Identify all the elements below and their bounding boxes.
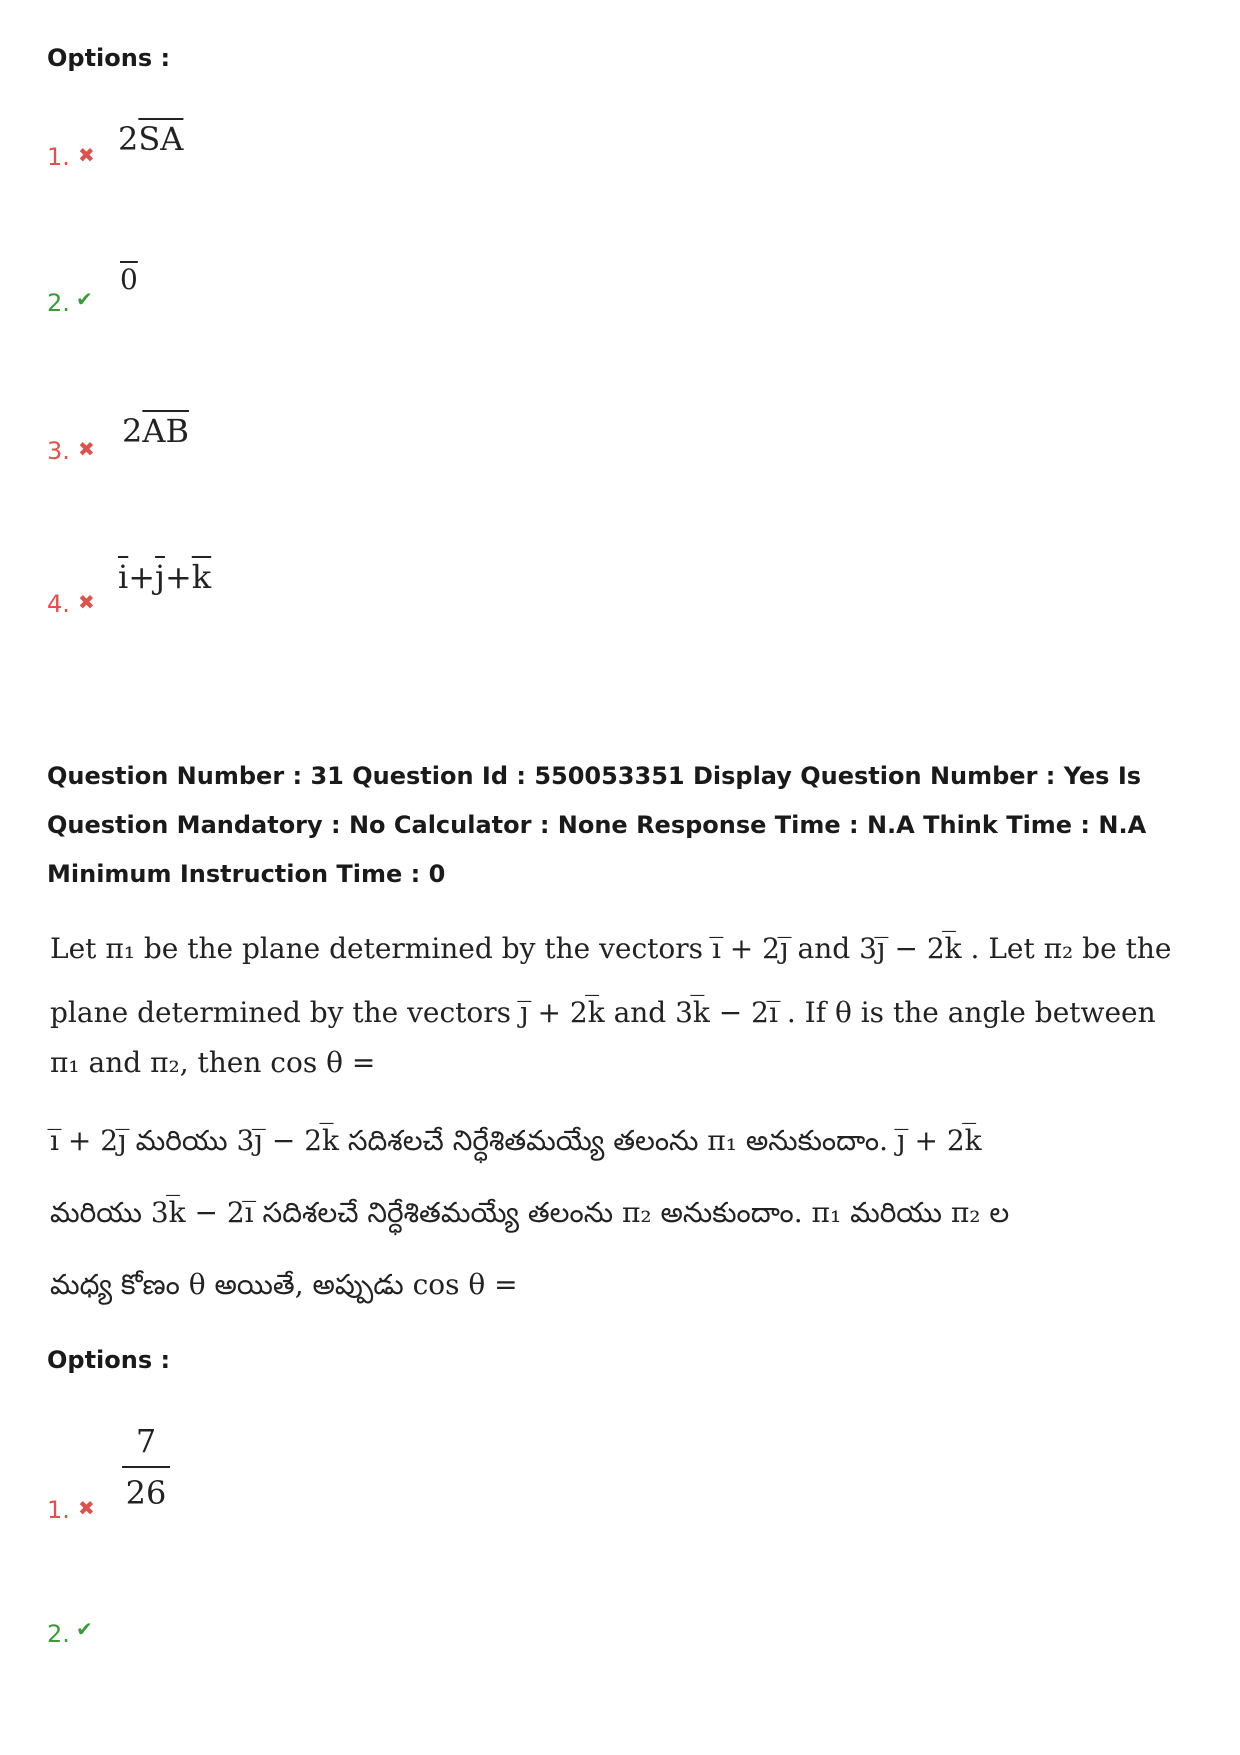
vector: 0 <box>120 263 138 296</box>
option-number: 4. <box>47 590 70 618</box>
option-number: 1. <box>47 1496 70 1524</box>
wrong-mark-icon: ✖ <box>78 590 95 614</box>
option-math <box>120 263 138 296</box>
options-heading: Options : <box>47 1346 171 1374</box>
check-mark-icon: ✔ <box>76 1617 93 1641</box>
fraction-numerator: 7 <box>135 1422 157 1460</box>
vector: $\overline{AB}$ <box>142 412 189 450</box>
question-line-en: π₁ and π₂, then cos θ = <box>50 1046 376 1079</box>
vector-i: $\overline{i}$ <box>118 558 129 596</box>
option-fraction <box>122 1422 170 1512</box>
question-meta: Question Number : 31 Question Id : 550053351 Display Question Number : Yes Is Question Mandatory : No Calculator : None Response Time : N.A Think Time : N.A Minimum Instruction Time : 0 <box>47 762 1147 888</box>
question-line-en: Let π₁ be the plane determined by the vectors i̅ + 2j̅ and 3j̅ − 2k̅ . Let π₂ be the <box>50 932 1172 965</box>
coefficient: 2 <box>118 120 139 158</box>
coefficient: 2 <box>122 412 143 450</box>
question-line-en: plane determined by the vectors j̅ + 2k̅ and 3k̅ − 2i̅ . If θ is the angle between <box>50 996 1156 1029</box>
option-number: 2. <box>47 289 70 317</box>
options-heading-prev: Options : <box>47 44 171 72</box>
check-mark-icon: ✔ <box>76 287 93 311</box>
plus: + <box>164 558 192 596</box>
option-number: 1. <box>47 143 70 171</box>
question-line-te: మరియు 3k̅ − 2i̅ సదిశలచే నిర్ధేశితమయ్యే తలంను π₂ అనుకుందాం. π₁ మరియు π₂ ల <box>50 1196 1010 1229</box>
vector: $\overline{SA}$ <box>138 120 184 158</box>
wrong-mark-icon: ✖ <box>78 437 95 461</box>
vector-j: $\overline{j}$ <box>155 558 165 596</box>
wrong-mark-icon: ✖ <box>78 1496 95 1520</box>
option-math <box>122 412 189 450</box>
question-line-te: మధ్య కోణం θ అయితే, అప్పుడు cos θ = <box>50 1268 518 1301</box>
option-math <box>118 120 183 158</box>
question-line-te: i̅ + 2j̅ మరియు 3j̅ − 2k̅ సదిశలచే నిర్ధేశితమయ్యే తలంను π₁ అనుకుందాం. j̅ + 2k̅ <box>50 1124 982 1157</box>
plus: + <box>128 558 156 596</box>
option-number: 2. <box>47 1620 70 1648</box>
option-math <box>118 558 211 596</box>
vector-k: $\overline{k}$ <box>191 558 212 596</box>
option-number: 3. <box>47 437 70 465</box>
wrong-mark-icon: ✖ <box>78 143 95 167</box>
fraction-denominator: 26 <box>125 1474 167 1512</box>
